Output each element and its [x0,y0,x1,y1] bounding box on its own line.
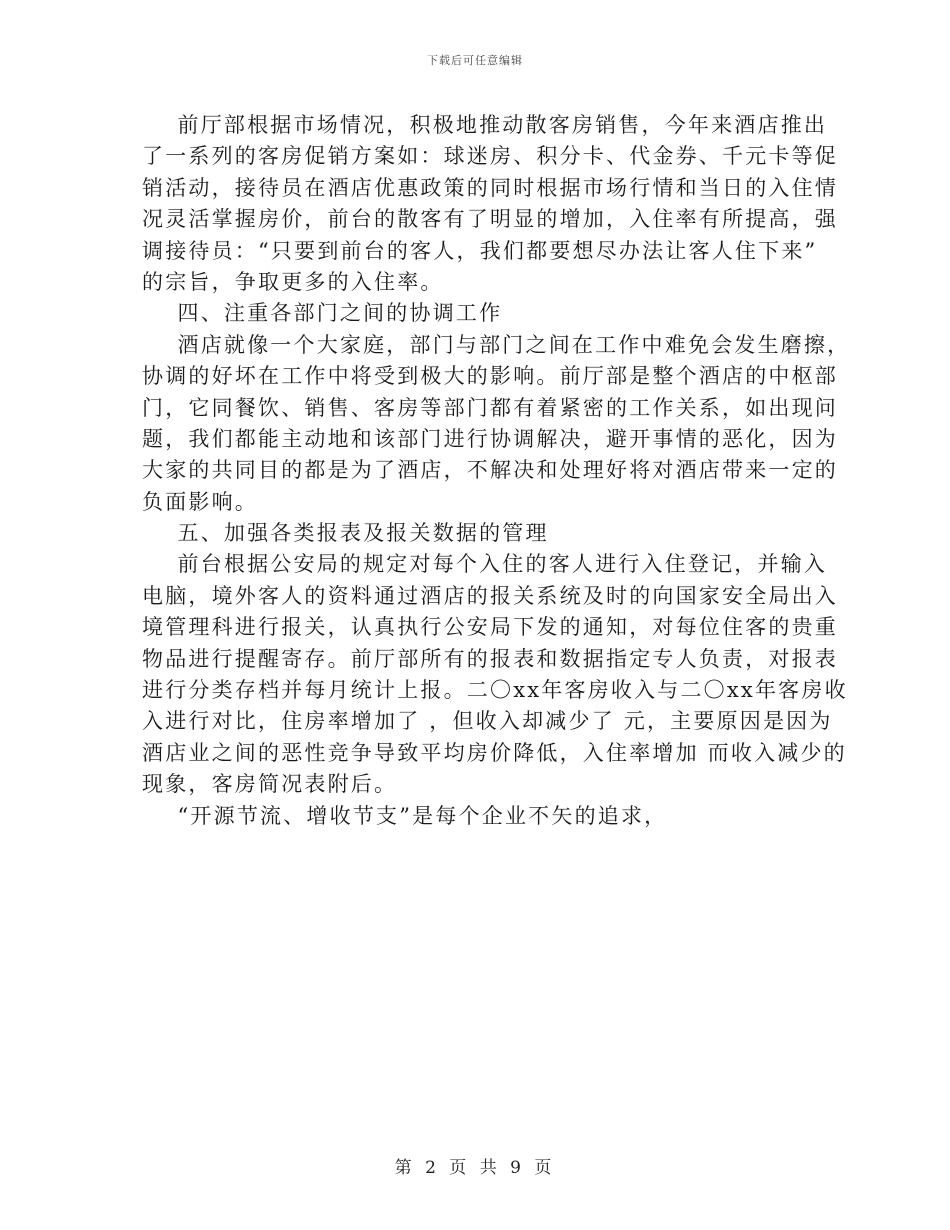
body-line: 电脑，境外客人的资料通过酒店的报关系统及时的向国家安全局出入 [142,583,838,608]
document-body [142,110,851,832]
body-line: 的宗旨，争取更多的入住率。 [142,269,444,294]
section-heading: 五、加强各类报表及报关数据的管理 [142,521,549,546]
body-line: 前厅部根据市场情况，积极地推动散客房销售，今年来酒店推出 [142,113,828,137]
body-line: 调接待员：“只要到前台的客人，我们都要想尽办法让客人住下来” [142,238,818,263]
body-line: 酒店业之间的恶性竞争导致平均房价降低，入住率增加 而收入减少的 [142,740,847,765]
body-line: 大家的共同目的都是为了酒店，不解决和处理好将对酒店带来一定的 [142,458,838,483]
body-line: 现象，客房简况表附后。 [142,772,398,797]
page-footer: 第 2 页 共 9 页 [394,1158,556,1178]
body-line: “开源节流、增收节支”是每个企业不矢的追求， [142,803,668,828]
body-line: 负面影响。 [142,489,258,514]
body-line: 况灵活掌握房价，前台的散客有了明显的增加，入住率有所提高，强 [142,207,838,232]
body-line: 进行分类存档并每月统计上报。二〇xx年客房收入与二〇xx年客房收 [142,678,848,703]
body-line: 了一系列的客房促销方案如：球迷房、积分卡、代金券、千元卡等促 [142,144,838,169]
body-line: 物品进行提醒寄存。前厅部所有的报表和数据指定专人负责，对报表 [142,646,838,671]
body-line: 销活动，接待员在酒店优惠政策的同时根据市场行情和当日的入住情 [142,175,838,200]
body-line: 酒店就像一个大家庭，部门与部门之间在工作中难免会发生磨擦， [142,332,851,357]
body-line: 入进行对比，住房率增加了 ，但收入却减少了 元，主要原因是因为 [142,709,833,734]
body-line: 境管理科进行报关，认真执行公安局下发的通知，对每位住客的贵重 [142,615,838,640]
body-line: 前台根据公安局的规定对每个入住的客人进行入住登记，并输入 [142,552,828,577]
body-line: 题，我们都能主动地和该部门进行协调解决，避开事情的恶化，因为 [142,426,838,451]
body-line: 门，它同餐饮、销售、客房等部门都有着紧密的工作关系，如出现问 [142,395,838,420]
section-heading: 四、注重各部门之间的协调工作 [142,301,503,326]
body-line: 协调的好坏在工作中将受到极大的影响。前厅部是整个酒店的中枢部 [142,364,838,389]
page-header: 下载后可任意编辑 [427,54,523,67]
